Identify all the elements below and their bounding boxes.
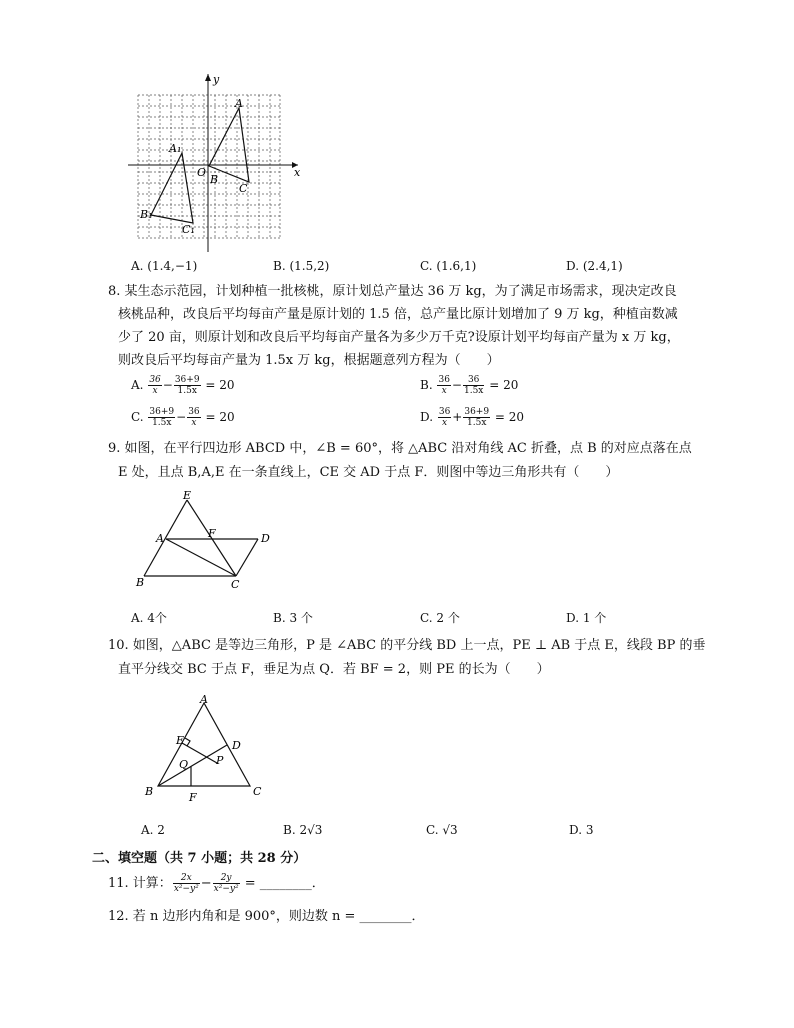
q9-label-a: A [156, 532, 164, 545]
point-b1-label: B₁ [140, 208, 153, 221]
segment-ac [166, 539, 236, 576]
q10-label-f: F [189, 791, 197, 804]
q8-stem-line-1: 8. 某生态示范园，计划种植一批核桃，原计划总产量达 36 万 kg，为了满足市场需求，现决定改良 [108, 284, 677, 299]
q8-option-c[interactable]: C. $\frac{36+9}{1.5x}$ − $\frac{36}{x}$ = 20 [131, 407, 235, 428]
q9-option-d[interactable]: D. 1 个 [566, 611, 607, 625]
q10-stem-line-2: 直平分线交 BC 于点 F，垂足为点 Q．若 BF = 2，则 PE 的长为（ ） [118, 662, 550, 677]
q8-option-b[interactable]: B. $\frac{36}{x}$ − $\frac{36}{1.5x}$ = 20 [420, 375, 519, 396]
q7-coordinate-figure [118, 70, 308, 260]
y-axis-label: y [213, 73, 220, 86]
q9-option-a[interactable]: A. 4个 [131, 611, 167, 625]
q9-label-d: D [261, 532, 270, 545]
q10-label-p: P [216, 754, 224, 767]
segment-cd [236, 539, 258, 576]
q9-label-c: C [231, 578, 240, 590]
q8-option-a[interactable]: A. $\frac{36}{x}$ − $\frac{36+9}{1.5x}$ = 20 [131, 375, 235, 396]
q10-label-e: E [176, 734, 185, 747]
q10-label-c: C [253, 785, 262, 798]
q9-label-b: B [136, 576, 145, 589]
q10-label-d: D [232, 739, 241, 752]
q9-option-c[interactable]: C. 2 个 [420, 611, 460, 625]
section-heading: 二、填空题（共 7 小题；共 28 分） [92, 851, 307, 866]
q10-option-b[interactable]: B. 2√3 [283, 823, 323, 837]
q9-option-b[interactable]: B. 3 个 [273, 611, 313, 625]
triangle-a1b1c1 [151, 153, 193, 223]
q7-option-d[interactable]: D. (2.4,1) [566, 259, 623, 273]
q8-stem-line-4: 则改良后平均每亩产量为 1.5x 万 kg，根据题意列方程为（ ） [118, 353, 500, 368]
q10-option-a[interactable]: A. 2 [141, 823, 165, 837]
segment-be [144, 500, 187, 576]
q9-parallelogram-figure [130, 490, 280, 590]
point-b-label: B [210, 173, 219, 186]
q9-stem-line-1: 9. 如图，在平行四边形 ABCD 中，∠B = 60°，将 △ABC 沿对角线 AC 折叠，点 B 的对应点落在点 [108, 441, 692, 456]
q11-answer-blank[interactable]: = ________． [244, 876, 325, 891]
axes [128, 74, 298, 252]
q7-option-a[interactable]: A. (1.4,−1) [131, 259, 198, 273]
q10-label-b: B [145, 785, 154, 798]
q7-option-c[interactable]: C. (1.6,1) [420, 259, 477, 273]
q10-label-q: Q [179, 758, 189, 771]
q10-option-d[interactable]: D. 3 [569, 823, 594, 837]
point-a1-label: A₁ [169, 142, 182, 155]
q8-option-d[interactable]: D. $\frac{36}{x}$ + $\frac{36+9}{1.5x}$ = 20 [420, 407, 525, 428]
q10-option-c[interactable]: C. √3 [426, 823, 458, 837]
q9-label-e: E [183, 490, 192, 502]
point-c-label: C [239, 182, 248, 195]
q7-option-b[interactable]: B. (1.5,2) [273, 259, 330, 273]
q8-stem-line-3: 少了 20 亩，则原计划和改良后平均每亩产量各为多少万千克?设原计划平均每亩产量为 x 万 kg， [118, 330, 680, 345]
q10-triangle-figure [138, 693, 268, 808]
q8-stem-line-2: 核桃品种，改良后平均每亩产量是原计划的 1.5 倍，总产量比原计划增加了 9 万 kg，种植亩数减 [118, 307, 678, 322]
point-a-label: A [235, 97, 243, 110]
q10-label-a: A [200, 693, 208, 706]
q9-stem-line-2: E 处，且点 B,A,E 在一条直线上，CE 交 AD 于点 F．则图中等边三角形共有（ ） [118, 465, 619, 480]
q10-stem-line-1: 10. 如图，△ABC 是等边三角形，P 是 ∠ABC 的平分线 BD 上一点，PE ⊥ AB 于点 E，线段 BP 的垂 [108, 638, 706, 653]
x-axis-label: x [294, 166, 301, 179]
q11-line: 11. 计算： $\frac{2x}{\text{x²−y²}}$ − $\frac{2y}{\text{x²−y²}}$ = ________． [108, 873, 325, 894]
q9-label-f: F [208, 527, 216, 540]
point-c1-label: C₁ [182, 223, 195, 236]
origin-label: O [197, 166, 207, 179]
q12-line: 12. 若 n 边形内角和是 900°，则边数 n = ________． [108, 909, 425, 924]
